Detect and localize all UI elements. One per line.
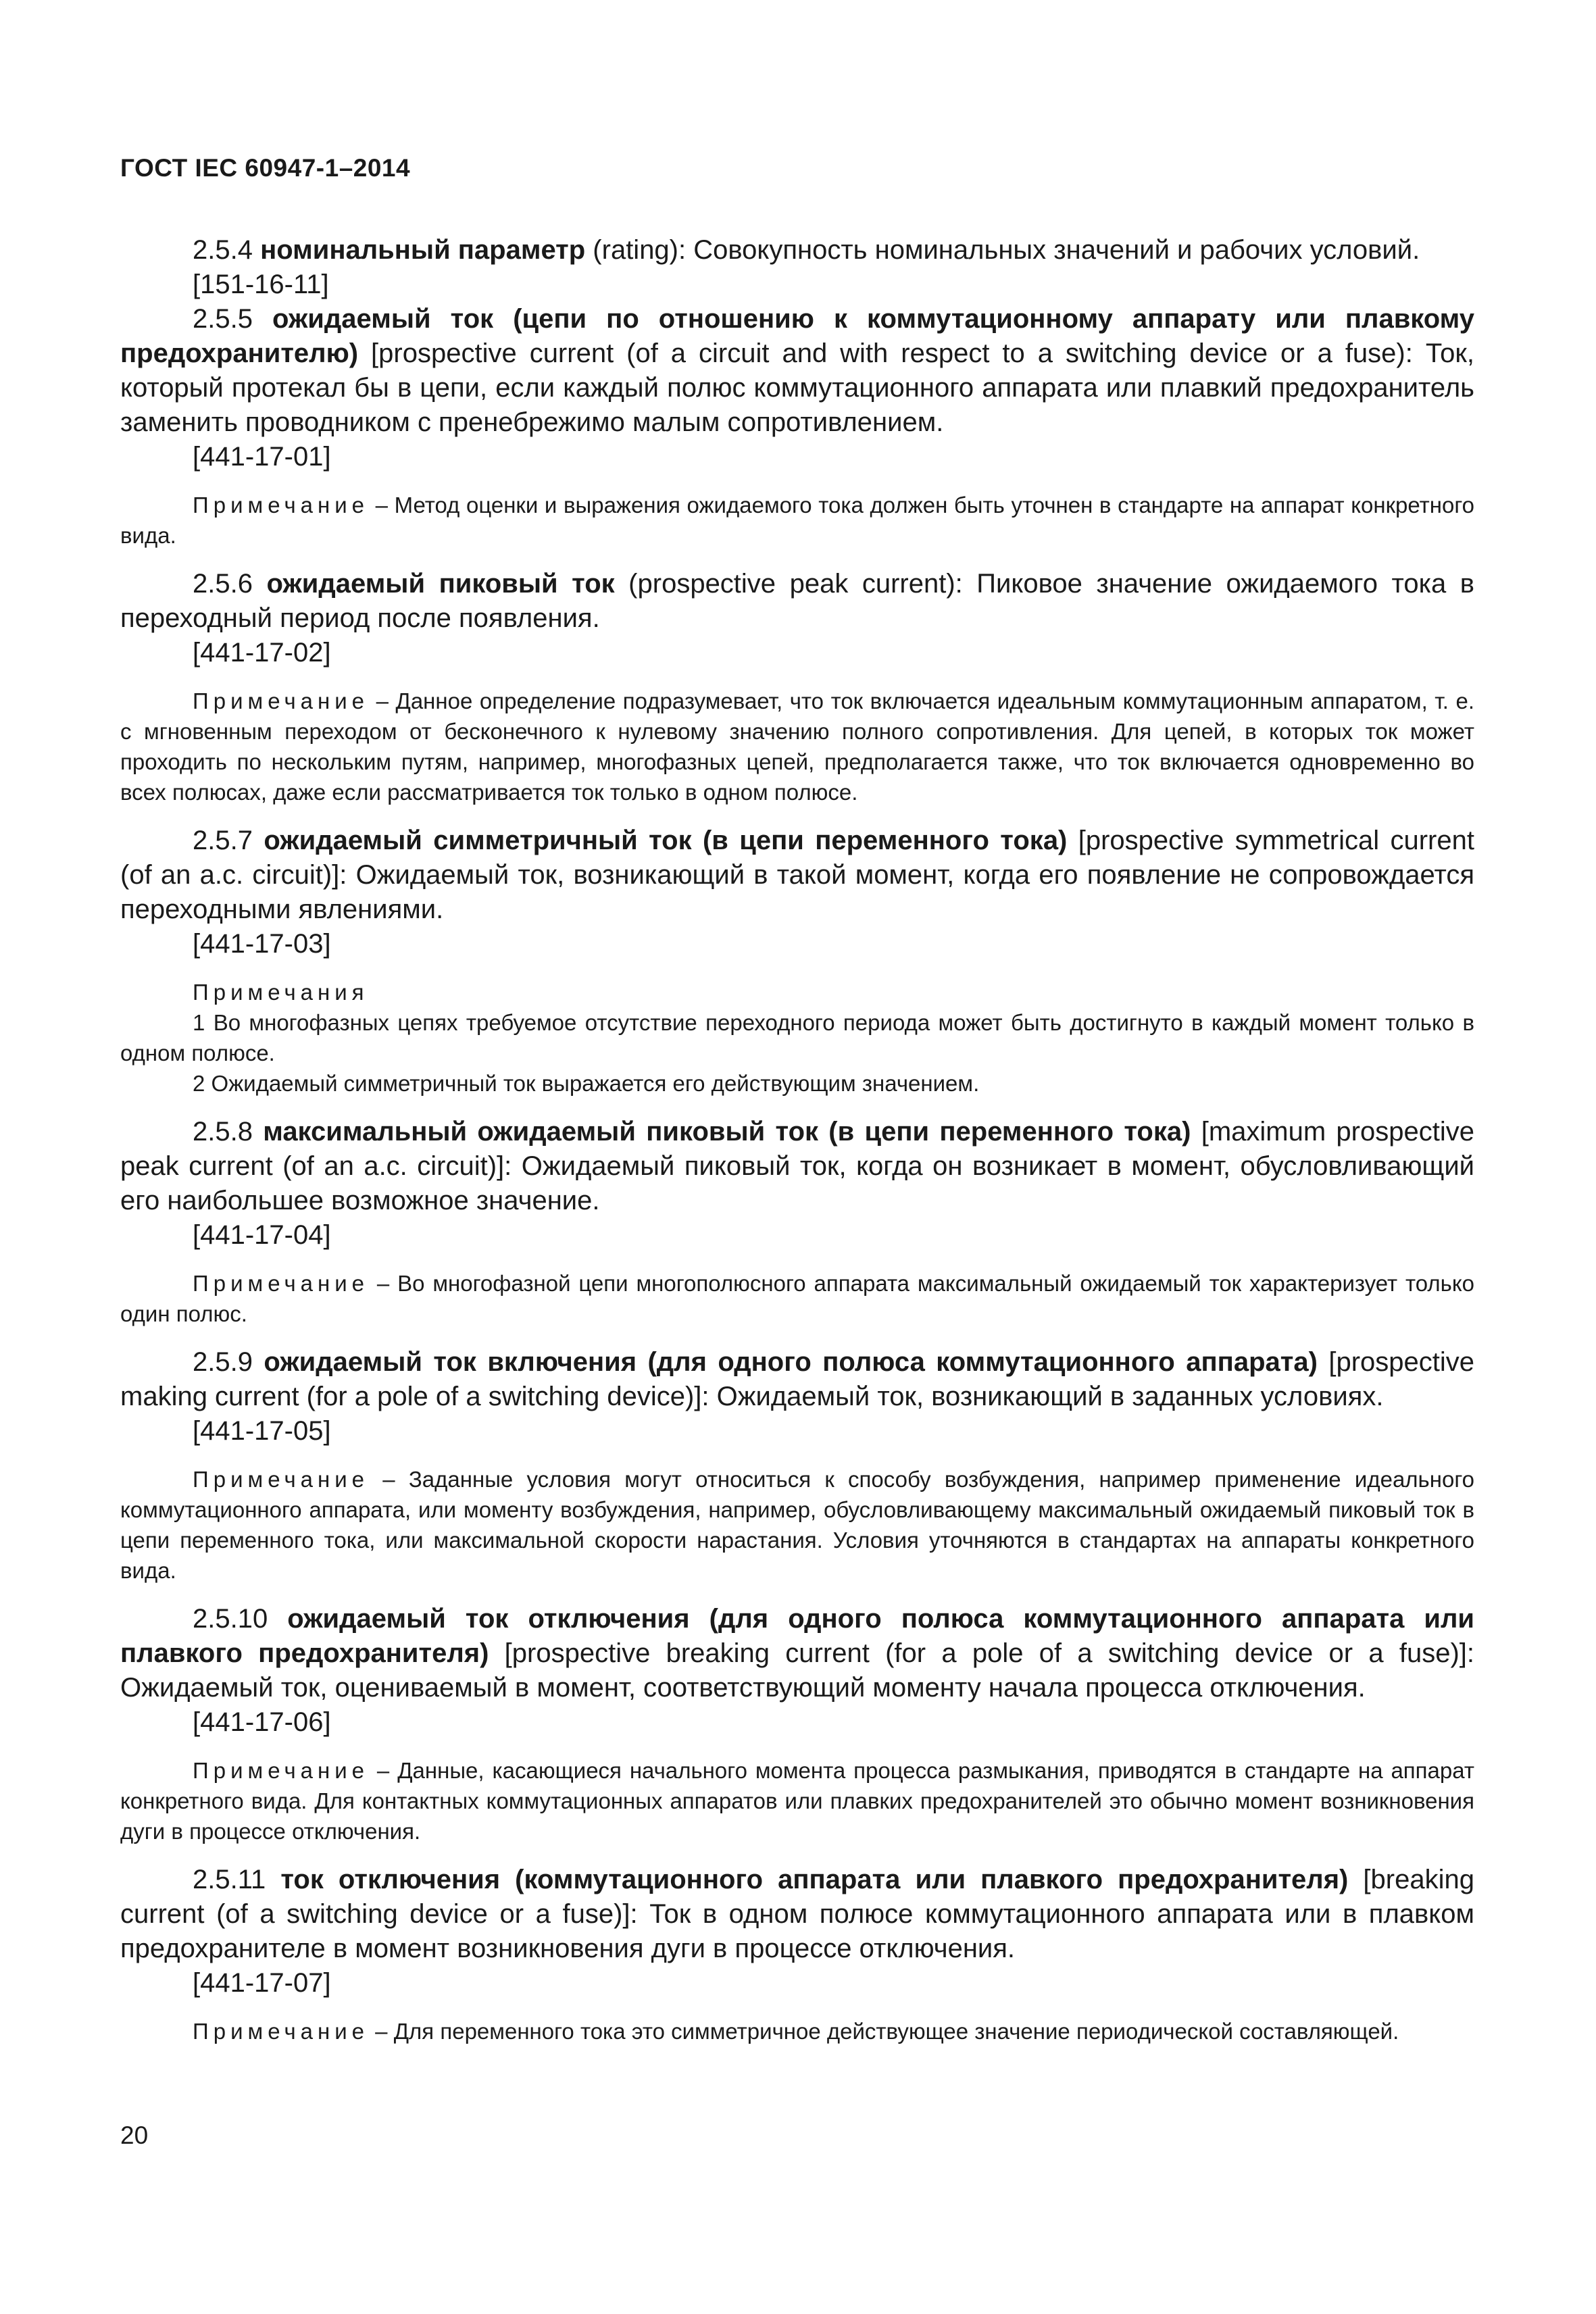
term-reference: [441-17-01]: [193, 442, 331, 472]
page-number: 20: [120, 2121, 149, 2149]
term-definition: [prospective symmetrical current (of an a.c. circuit)]: Ожидаемый ток, возникающий в такой момент, когда его появление не сопровождается переходными явлениями.: [120, 826, 1474, 924]
term-paragraph: [120, 824, 1474, 927]
term-name: ожидаемый ток отключения (для одного полюса коммутационного аппарата или плавкого предохранителя): [120, 1604, 1474, 1668]
term-definition: [prospective current (of a circuit and with respect to a switching device or a fuse): Ток, который протекал бы в цепи, если каждый полюс коммутационного аппарата или плавкий предохранитель заменить проводником с пренебрежимо малым сопротивлением.: [120, 338, 1474, 437]
term-reference: [441-17-02]: [193, 638, 331, 668]
term-number: 2.5.6: [193, 569, 253, 599]
term-paragraph: [120, 1602, 1474, 1705]
term-number: 2.5.4: [193, 235, 253, 265]
term-definition: (rating): Совокупность номинальных значений и рабочих условий.: [585, 235, 1420, 265]
note: [120, 2016, 1474, 2046]
note-label: Примечание: [193, 2019, 370, 2044]
term-name: ток отключения (коммутационного аппарата или плавкого предохранителя): [280, 1865, 1349, 1894]
term-name: ожидаемый пиковый ток: [266, 569, 615, 599]
document-header: ГОСТ IEC 60947-1–2014: [120, 154, 411, 182]
term-number: 2.5.8: [193, 1117, 253, 1147]
term-number: 2.5.5: [193, 304, 253, 334]
note-item: 2 Ожидаемый симметричный ток выражается его действующим значением.: [193, 1071, 980, 1096]
note: [120, 1755, 1474, 1846]
term-number: 2.5.7: [193, 826, 253, 855]
term-number: 2.5.10: [193, 1604, 268, 1634]
term-paragraph: [120, 1863, 1474, 1966]
term-paragraph: [120, 302, 1474, 440]
term-paragraph: [120, 1345, 1474, 1414]
term-reference: [441-17-04]: [193, 1220, 331, 1250]
term-paragraph: [120, 233, 1474, 268]
note-text: – Данное определение подразумевает, что ток включается идеальным коммутационным аппаратом, т. е. с мгновенным переходом от бесконечного к нулевому значению полного сопротивления. Для цепей, в которых ток может проходить по нескольким путям, например, многофазных цепей, предполагается также, что ток включается одновременно во всех полюсах, даже если рассматривается ток только в одном полюсе.: [120, 688, 1474, 805]
note: [120, 686, 1474, 807]
note-label: Примечание: [193, 1758, 370, 1783]
term-name: ожидаемый ток включения (для одного полюса коммутационного аппарата): [264, 1347, 1318, 1377]
term-reference: [441-17-06]: [193, 1707, 331, 1737]
term-definition: [maximum prospective peak current (of an a.c. circuit)]: Ожидаемый пиковый ток, когда он возникает в момент, обусловливающий его наибольшее возможное значение.: [120, 1117, 1474, 1215]
term-definition: [prospective making current (for a pole of a switching device)]: Ожидаемый ток, возникающий в заданных условиях.: [120, 1347, 1474, 1411]
note-text: – Данные, касающиеся начального момента процесса размыкания, приводятся в стандарте на аппарат конкретного вида. Для контактных коммутационных аппаратов или плавких предохранителей это обычно момент возникновения дуги в процессе отключения.: [120, 1758, 1474, 1844]
note: [120, 1464, 1474, 1586]
note: [120, 490, 1474, 551]
note-label: Примечание: [193, 493, 370, 518]
note-text: – Метод оценки и выражения ожидаемого тока должен быть уточнен в стандарте на аппарат конкретного вида.: [120, 493, 1474, 548]
term-name: ожидаемый ток (цепи по отношению к коммутационному аппарату или плавкому предохранителю): [120, 304, 1474, 368]
notes-block: [120, 977, 1474, 1099]
document-body: [120, 233, 1474, 2046]
term-reference: [151-16-11]: [193, 270, 329, 299]
notes-label: Примечания: [193, 980, 369, 1005]
term-number: 2.5.11: [193, 1865, 266, 1894]
term-reference: [441-17-03]: [193, 929, 331, 959]
note: [120, 1268, 1474, 1329]
note-text: – Заданные условия могут относиться к способу возбуждения, например применение идеального коммутационного аппарата, или моменту возбуждения, например, обусловливающему максимальный ожидаемый пиковый ток в цепи переменного тока, или максимальной скорости нарастания. Условия уточняются в стандартах на аппараты конкретного вида.: [120, 1467, 1474, 1583]
term-paragraph: [120, 1115, 1474, 1218]
term-name: максимальный ожидаемый пиковый ток (в цепи переменного тока): [263, 1117, 1191, 1147]
note-item: 1 Во многофазных цепях требуемое отсутствие переходного периода может быть достигнуто в каждый момент только в одном полюсе.: [120, 1010, 1474, 1065]
term-definition: [breaking current (of a switching device or a fuse)]: Ток в одном полюсе коммутационного аппарата или в плавком предохранителе в момент возникновения дуги в процессе отключения.: [120, 1865, 1474, 1963]
term-definition: (prospective peak current): Пиковое значение ожидаемого тока в переходный период после появления.: [120, 569, 1474, 633]
note-text: – Для переменного тока это симметричное действующее значение периодической составляющей.: [369, 2019, 1399, 2044]
note-label: Примечание: [193, 1271, 370, 1296]
term-definition: [prospective breaking current (for a pole of a switching device or a fuse)]: Ожидаемый ток, оцениваемый в момент, соответствующий моменту начала процесса отключения.: [120, 1638, 1474, 1703]
term-paragraph: [120, 567, 1474, 636]
term-name: номинальный параметр: [260, 235, 586, 265]
term-reference: [441-17-07]: [193, 1968, 331, 1998]
term-reference: [441-17-05]: [193, 1416, 331, 1446]
note-label: Примечание: [193, 1467, 370, 1492]
term-name: ожидаемый симметричный ток (в цепи переменного тока): [264, 826, 1068, 855]
note-label: Примечание: [193, 688, 370, 713]
term-number: 2.5.9: [193, 1347, 253, 1377]
note-text: – Во многофазной цепи многополюсного аппарата максимальный ожидаемый ток характеризует только один полюс.: [120, 1271, 1474, 1326]
